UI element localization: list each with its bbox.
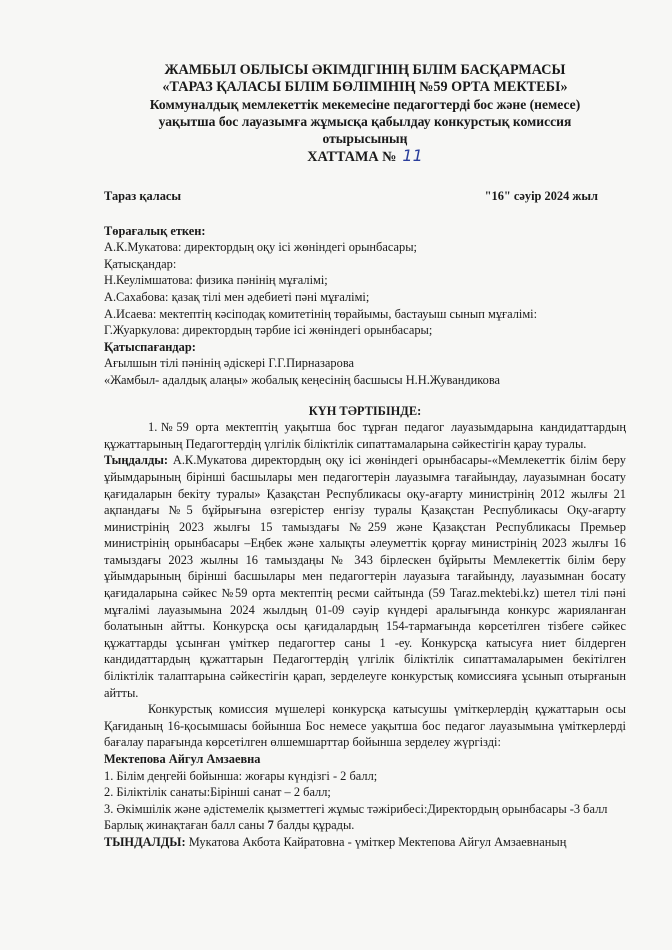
header-line-1: ЖАМБЫЛ ОБЛЫСЫ ӘКІМДІГІНІҢ БІЛІМ БАСҚАРМАСЫ xyxy=(164,62,566,78)
agenda-title: КҮН ТӘРТІБІНДЕ: xyxy=(308,403,422,418)
agenda-item-1: 1.№59 орта мектептің уақытша бос тұрған педагог лауазымдарына кандидаттардың құжаттарының Педагогтердің үлгілік біліктілік сипаттамаларына сәйкестігін қарау туралы. xyxy=(104,420,626,451)
place-date-row xyxy=(104,188,598,205)
header-line-5: отырысының xyxy=(322,131,408,146)
chair-label: Төрағалық еткен: xyxy=(104,223,206,238)
criterion-item: 2. Біліктілік санаты:Бірінші санат – 2 балл; xyxy=(104,785,331,800)
candidate-block xyxy=(104,751,626,834)
participant-item: А.Исаева: мектептің кәсіподақ комитетінің төрайымы, бастауыш сынып мұғалімі: xyxy=(104,306,538,321)
participant-item: Н.Кеулімшатова: физика пәнінің мұғалімі; xyxy=(104,273,328,288)
heard-paragraph xyxy=(104,452,626,701)
participant-item: Г.Жуаркулова: директордың тәрбие ісі жөніндегі орынбасары; xyxy=(104,323,433,338)
heard-2-label: ТЫНДАЛДЫ: xyxy=(104,834,186,849)
protocol-label: ХАТТАМА № xyxy=(307,149,397,165)
criterion-item: 3. Әкімшілік және әдістемелік қызметтегі жұмыс тәжірибесі:Директордың орынбасары -3 балл xyxy=(104,801,608,816)
participants-label: Қатысқандар: xyxy=(104,256,177,271)
place: Тараз қаласы xyxy=(104,189,182,203)
protocol-number-handwritten: 11 xyxy=(402,146,423,165)
participant-item: А.Сахабова: қазақ тілі мен әдебиеті пәні мұғалімі; xyxy=(104,289,370,304)
review-paragraph: Конкурстық комиссия мүшелері конкурсқа катысушы үміткерлердің құжаттарын осы Қағиданың 16-қосымшасы бойынша Бос немесе уақытша бос педагог лауазымына үміткерлерді бағалау парағында көрсетілген өлшемшарттар бойынша зерделеу жүргізді: xyxy=(104,702,626,750)
header-line-2: «ТАРАЗ ҚАЛАСЫ БІЛІМ БӨЛІМІНІҢ №59 ОРТА МЕКТЕБІ» xyxy=(162,79,568,95)
total-value: 7 xyxy=(267,818,274,833)
absent-item: Ағылшын тілі пәнінің әдіскері Г.Г.Пирназарова xyxy=(104,356,355,371)
header-line-3: Коммуналдық мемлекеттік мекемесіне педагогтерді бос және (немесе) xyxy=(149,97,581,112)
criterion-item: 1. Білім деңгейі бойынша: жоғары күндізгі - 2 балл; xyxy=(104,768,378,783)
document-header xyxy=(104,62,626,166)
heard-label: Тыңдалды: xyxy=(104,453,169,468)
absent-item: «Жамбыл- адалдық алаңы» жобалық кеңесінің басшысы Н.Н.Жувандикова xyxy=(104,372,501,387)
chair-person: А.К.Мукатова: директордың оқу ісі жөніндегі орынбасары; xyxy=(104,240,417,255)
date: "16" сәуір 2024 жыл xyxy=(484,189,598,203)
total-prefix: Барлық жинақтаған балл саны xyxy=(104,818,265,833)
protocol-title xyxy=(104,147,626,166)
heard-2-text: Мукатова Акбота Кайратовна - үміткер Мектепова Айгул Амзаевнаның xyxy=(188,834,567,849)
attendance-block xyxy=(104,223,626,389)
header-line-4: уақытша бос лауазымға жұмысқа қабылдау конкурстық комиссия xyxy=(158,114,572,129)
candidate-name: Мектепова Айгул Амзаевна xyxy=(104,752,261,766)
total-score-line xyxy=(104,817,626,834)
heard-text: А.К.Мукатова директордың оқу ісі жөніндегі орынбасары-«Мемлекеттік білім беру ұйымдарының бірінші басшылары мен педагогтерін лауазымға тағайындау, лауазымнан босату қағидаларын бекіту туралы» Қазақстан Республикасы оқу-ағарту министрінің 2012 жылғы 21 ақпандағы №5 бұйрығына өзгерістер енгізу туралы Қазақстан Республикасы Оқу-ағарту министрінің 2023 жылғы 15 тамыздағы №259 және Қазақстан Республикасы Премьер министрінің орынбасары –Еңбек және халықты әлеуметтік қорғау министрінің 2023 жылғы 16 тамыздағы 2023 жылны 16 тамыздаңы № 343 бірлескен бұйрыты Мемлекеттік білім беру ұйымдарының бірінші басшылары мен педагогтерін лауазыға тағайынду, лауазымнан босату қағидаларына сәйкес №59 орта мектептің ресми сайтында (59 Taraz.mektebi.kz) шетел тілі пәні мұғалімі лауазымына 2024 жылдың 01-09 сәуір күндері аралығында конкурс жарияланған болатынын айтты. Конкурсқа осы қағидалардың 154-тармағында көрсетілген тізбеге сәйкес құжаттарды ұсынған үміткер педагогтер саны 1 -еу. Конкурсқа катысуға ниет білдерген кандидаттардың құжаттарын Педагогтердің үлгілік біліктілік сипаттамаларымен бекітілген біліктілік талаптарына сәйкестігін қарап, зерделеуге конкурстық комиссияға ұсынып отырғанын айтты. xyxy=(104,453,626,700)
heard-2-paragraph xyxy=(104,834,626,851)
absent-label: Қатыспағандар: xyxy=(104,339,196,354)
total-suffix: балды құрады. xyxy=(276,818,355,833)
